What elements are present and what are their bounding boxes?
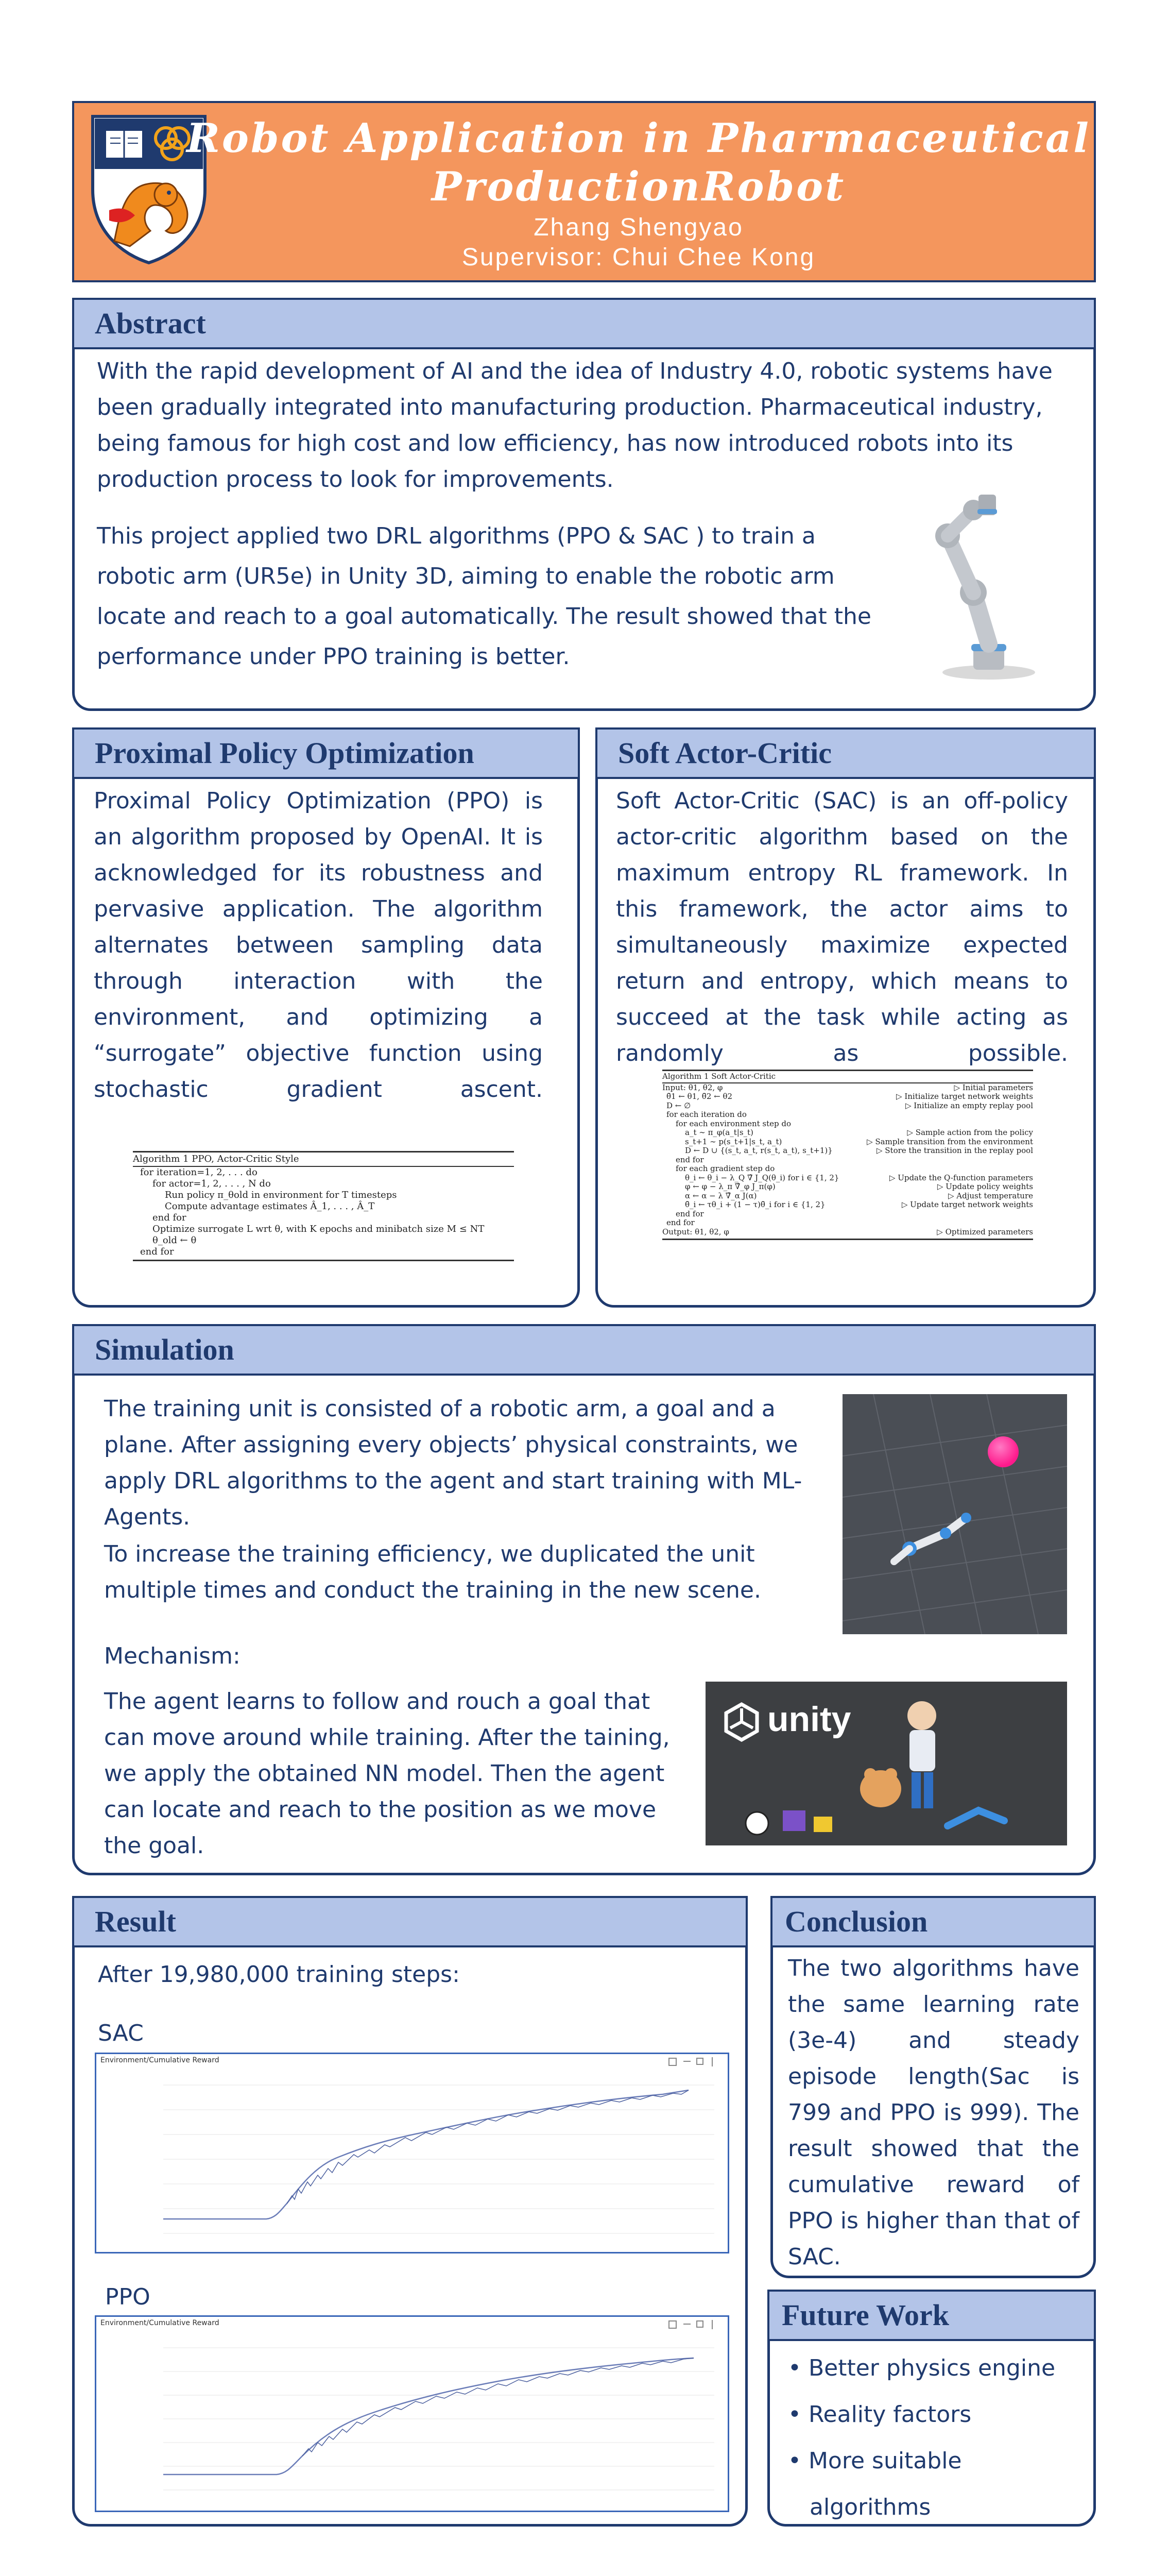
sac-algo-line (662, 1228, 1033, 1237)
ppo-chart-svg (96, 2317, 728, 2511)
sac-algo-note: ▷ Update target network weights (901, 1200, 1033, 1209)
future-work-item-text: Better physics engine (808, 2355, 1056, 2381)
future-work-item: • Reality factors (788, 2401, 972, 2428)
conclusion-text (788, 1951, 1079, 2275)
sac-algo-code: end for (676, 1155, 704, 1164)
future-work-item-text: More suitable algorithms (808, 2448, 962, 2520)
ppo-description (94, 783, 543, 1108)
ppo-algo-line: Run policy π_θold in environment for T timesteps (165, 1190, 397, 1200)
sac-algo-line (662, 1092, 1033, 1101)
simulation-paragraph-3: The agent learns to follow and rouch a goal that can move around while training. After the taining, we apply the obtained NN model. Then the agent can locate and reach to the position as we move the goal. (104, 1688, 670, 1859)
future-work-item: • Better physics engine (788, 2355, 1056, 2381)
sac-chart-title: Environment/Cumulative Reward (100, 2056, 219, 2064)
ppo-algorithm-box (133, 1151, 514, 1261)
ppo-algorithm-title: Algorithm 1 PPO, Actor-Critic Style (133, 1153, 514, 1167)
sac-algo-code: φ ← φ − λ_π ∇̂_φ J_π(φ) (685, 1182, 776, 1191)
sac-algo-note: ▷ Sample action from the policy (907, 1128, 1033, 1137)
ppo-algo-line: Compute advantage estimates Â_1, . . . , Â_T (165, 1201, 375, 1212)
sac-algo-line (662, 1164, 1033, 1174)
sac-result-label: SAC (98, 2020, 144, 2046)
sac-algo-line (662, 1128, 1033, 1138)
sac-algo-line (662, 1156, 1033, 1165)
sac-algo-line (662, 1120, 1033, 1129)
sac-algo-code: θ̄_i ← τθ_i + (1 − τ)θ̄_i for i ∈ {1, 2} (685, 1200, 826, 1209)
ppo-algo-line: for actor=1, 2, . . . , N do (152, 1178, 271, 1189)
ppo-algo-line: for iteration=1, 2, . . . do (140, 1167, 257, 1178)
unity-logo-text: unity (767, 1700, 851, 1739)
sac-algo-code: end for (666, 1218, 695, 1227)
sac-algo-code: θ̄1 ← θ1, θ̄2 ← θ2 (666, 1092, 733, 1101)
sac-title: Soft Actor-Critic (595, 727, 1096, 779)
abstract-paragraph-1: With the rapid development of AI and the idea of Industry 4.0, robotic systems have been gradually integrated into manufacturing production. Pharmaceutical industry, being famous for high cost and low efficiency, has now introduced robots into its production process to look for improvements. (97, 358, 1053, 493)
future-work-item-text: Reality factors (808, 2401, 972, 2428)
simulation-paragraph-2: To increase the training efficiency, we duplicated the unit multiple times and conduct the training in the new scene. (104, 1541, 761, 1603)
sac-algo-code: s_t+1 ∼ p(s_t+1|s_t, a_t) (685, 1137, 782, 1146)
conclusion-title: Conclusion (770, 1896, 1096, 1947)
simulation-paragraph-1: The training unit is consisted of a robotic arm, a goal and a plane. After assigning every objects’ physical constraints, we apply DRL algorithms to the agent and start training with ML-Agents. (104, 1396, 802, 1530)
sac-algo-code: θ_i ← θ_i − λ_Q ∇̂ J_Q(θ_i) for i ∈ {1, 2} (685, 1173, 839, 1182)
title-line-1: Robot Application in Pharmaceutical (186, 115, 1091, 162)
abstract-title: Abstract (72, 298, 1096, 349)
sac-description (616, 783, 1068, 1072)
sac-algo-note: ▷ Initial parameters (954, 1082, 1033, 1092)
sac-algo-note: ▷ Store the transition in the replay pool (876, 1146, 1033, 1155)
sac-algo-line (662, 1110, 1033, 1120)
unity-scene-image (706, 1682, 1067, 1845)
sac-description-text: Soft Actor-Critic (SAC) is an off-policy actor-critic algorithm based on the maximum entropy RL framework. In this framework, the actor aims to simultaneously maximize expected return and entropy, which means to succeed at the task while acting as randomly as possible. (616, 788, 1068, 1066)
ppo-reward-chart (95, 2315, 729, 2512)
sac-algo-note: ▷ Initialize an empty replay pool (905, 1100, 1033, 1110)
sac-algo-note: ▷ Sample transition from the environment (867, 1137, 1033, 1146)
training-scene-image (843, 1394, 1067, 1634)
result-intro: After 19,980,000 training steps: (98, 1961, 460, 1988)
poster-title (185, 114, 1092, 211)
sac-algo-line (662, 1101, 1033, 1111)
sac-algo-code: D ← ∅ (666, 1100, 691, 1110)
sac-algo-note: ▷ Update policy weights (937, 1182, 1033, 1191)
future-work-list (788, 2345, 1081, 2531)
ppo-algo-line: end for (152, 1212, 186, 1223)
sac-algo-note: ▷ Update the Q-function parameters (889, 1173, 1033, 1182)
sac-algo-code: a_t ∼ π_φ(a_t|s_t) (685, 1128, 753, 1137)
sac-algo-note: ▷ Initialize target network weights (896, 1092, 1033, 1101)
author-name: Zhang Shengyao (534, 214, 744, 241)
sac-algo-code: α ← α − λ ∇̂_α J(α) (685, 1191, 757, 1200)
ppo-result-label: PPO (105, 2284, 150, 2310)
abstract-paragraph-2: This project applied two DRL algorithms (PPO & SAC ) to train a robotic arm (UR5e) in Unity 3D, aiming to enable the robotic arm locate and reach to a goal automatically. The result showed that the performance under PPO training is better. (97, 523, 871, 670)
ppo-algo-line: θ_old ← θ (152, 1235, 197, 1246)
ppo-description-text: Proximal Policy Optimization (PPO) is an algorithm proposed by OpenAI. It is acknowledged for its robustness and pervasive application. The algorithm alternates between sampling data through interaction with the environment, and optimizing a “surrogate” objective function using stochastic gradient ascent. (94, 788, 543, 1103)
sac-algo-note: ▷ Adjust temperature (948, 1191, 1033, 1200)
mechanism-label: Mechanism: (104, 1643, 241, 1669)
sac-chart-svg (96, 2054, 728, 2252)
sac-algo-line (662, 1083, 1033, 1093)
sac-algorithm-title: Algorithm 1 Soft Actor-Critic (662, 1071, 1033, 1083)
ppo-algo-line: end for (140, 1246, 174, 1257)
result-title: Result (72, 1896, 748, 1947)
ppo-chart-title: Environment/Cumulative Reward (100, 2319, 219, 2327)
simulation-title: Simulation (72, 1324, 1096, 1376)
conclusion-text-content: The two algorithms have the same learning rate (3e-4) and steady episode length(Sac is 799 and PPO is 999). The result showed that the cumulative reward of PPO is higher than that of SAC. (788, 1955, 1079, 2270)
title-line-2: ProductionRobot (431, 163, 846, 210)
sac-algo-code: Output: θ1, θ2, φ (662, 1227, 729, 1236)
future-work-title: Future Work (767, 2290, 1096, 2341)
sac-algo-code: for each gradient step do (676, 1164, 775, 1173)
sac-algo-line (662, 1200, 1033, 1210)
sac-algo-line (662, 1182, 1033, 1192)
sac-algo-code: for each iteration do (666, 1110, 747, 1119)
sac-reward-chart (95, 2053, 729, 2253)
sac-algo-line (662, 1146, 1033, 1156)
sac-algo-line (662, 1218, 1033, 1228)
sac-algo-line (662, 1192, 1033, 1201)
sac-algo-note: ▷ Optimized parameters (937, 1227, 1033, 1236)
supervisor-name: Supervisor: Chui Chee Kong (461, 244, 816, 271)
sac-algo-code: for each environment step do (676, 1118, 792, 1128)
sac-algo-line (662, 1210, 1033, 1219)
sac-algorithm-box (662, 1070, 1033, 1240)
sac-algo-code: D ← D ∪ {(s_t, a_t, r(s_t, a_t), s_t+1)} (685, 1146, 833, 1155)
ppo-title: Proximal Policy Optimization (72, 727, 580, 779)
robot-arm-image (912, 479, 1056, 685)
sac-algo-line (662, 1138, 1033, 1147)
sac-algo-code: end for (676, 1209, 704, 1218)
future-work-item: • More suitable algorithms (788, 2448, 962, 2520)
ppo-algo-line: Optimize surrogate L wrt θ, with K epochs and minibatch size M ≤ NT (152, 1224, 485, 1234)
sac-algo-line (662, 1174, 1033, 1183)
sac-algo-code: Input: θ1, θ2, φ (662, 1082, 723, 1092)
